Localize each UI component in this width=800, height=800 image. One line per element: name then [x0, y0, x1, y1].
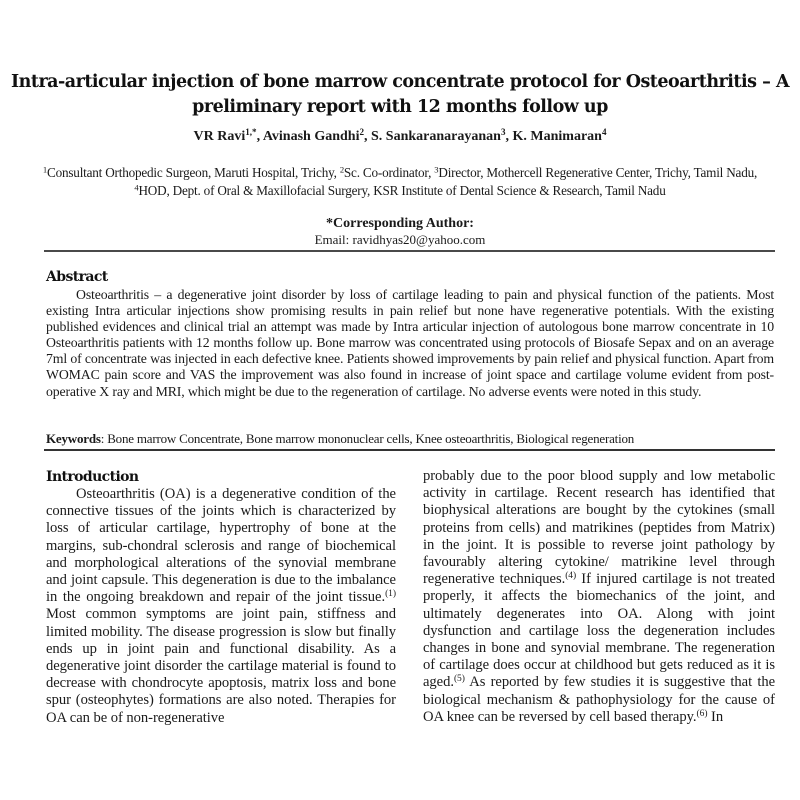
paragraph-text: Osteoarthritis (OA) is a degenerative condition of the connective tissues of the joints which is characterized by loss of articular cartilage, hypertrophy of bone at the margins, sub-chondral sclerosis and range of biochemical and morphological alterations of the synovial membrane and joint capsule. This degeneration is due to the imbalance in the ongoing breakdown and repair of the joint tissue.: [46, 486, 396, 606]
affiliation-text: Director, Mothercell Regenerative Center, Trichy, Tamil Nadu,: [438, 165, 758, 180]
introduction-right-column: [423, 468, 775, 726]
keywords: [46, 431, 634, 447]
author-name: VR Ravi: [193, 129, 246, 144]
author-affiliation-marker: 3: [500, 127, 506, 137]
keywords-divider: [44, 449, 775, 451]
author-name: S. Sankaranarayanan: [371, 129, 501, 144]
paragraph-text: As reported by few studies it is suggestive that the biological mechanism & pathophysiology for the cause of OA knee can be reversed by cell based therapy.: [423, 674, 775, 725]
citation-ref[interactable]: (1): [385, 589, 396, 599]
author-list: VR Ravi$^{1,*}$, Avinash Gandhi$^2$, S. Sankaranarayanan$^3$, K. Manimaran$^4$: [193, 127, 607, 144]
paragraph-text: Most common symptoms are joint pain, stiffness and limited mobility. The disease progression is slow but finally ends up in joint pain and functional disability. As a degenerative joint disorder the cartilage material is found to decrease with chondrocyte apoptosis, matrix loss and bone spur (osteophytes) formations are also noted. Therapies for OA can be of non-regenerative: [46, 606, 396, 726]
citation-ref[interactable]: (6): [696, 708, 708, 719]
affiliations: [40, 164, 760, 200]
affiliation-text: Sc. Co-ordinator,: [343, 165, 435, 180]
introduction-heading: Introduction: [46, 469, 139, 485]
keywords-label: Keywords: [46, 431, 101, 446]
abstract-text: Osteoarthritis – a degenerative joint disorder by loss of cartilage leading to pain and physical function of the patients. Most existing Intra articular injections show promising results in pain relief but none have regenerative potentials. With the existing published evidences and clinical trial an attempt was made by Intra articular injection of autologous bone marrow concentrate in 10 Osteoarthritis patients with 12 months follow up. Bone marrow was concentrated using protocols of Biosafe Sepax and on an average 7ml of concentrate was injected in each defective knee. Patients showed improvements by pain relief and physical function. Apart from WOMAC pain score and VAS the improvement was also found in increase of joint space and cartilage volume evident from post-operative X ray and MRI, which might be due to the regeneration of cartilage. No adverse events were noted in this study.: [46, 287, 774, 399]
citation-ref[interactable]: (4): [565, 571, 577, 581]
paper-title: Intra-articular injection of bone marrow concentrate protocol for Osteoarthritis – A preliminary report with 12 months follow up: [10, 72, 790, 117]
abstract-heading: Abstract: [46, 269, 108, 285]
paragraph-text: In: [707, 708, 724, 725]
author-name: Avinash Gandhi: [262, 129, 360, 144]
header-divider: [44, 250, 775, 252]
paragraph-text: If injured cartilage is not treated properly, it affects the biomechanics of the joint, and ultimately degenerates into OA. Along with joint dysfunction and cartilage loss the degeneration includes changes in bone and synovial membrane. The regeneration of cartilage does occur at childhood but gets reduced as it is aged.: [423, 571, 775, 691]
affiliation-text: HOD, Dept. of Oral & Maxillofacial Surgery, KSR Institute of Dental Science & Research, Tamil Nadu: [138, 183, 666, 198]
affiliation-text: Consultant Orthopedic Surgeon, Maruti Hospital, Trichy,: [46, 165, 340, 180]
keywords-text: : Bone marrow Concentrate, Bone marrow mononuclear cells, Knee osteoarthritis, Biological regeneration: [100, 431, 635, 446]
affiliation-marker: 3: [434, 164, 439, 175]
paragraph-text: probably due to the poor blood supply and low metabolic activity in cartilage. Recent research has identified that biophysical alterations are bought by the cytokines (small proteins from cells) and matrikines (peptides from Matrix) in the joint. It is possible to reverse joint pathology by favourably altering cytokine/ matrikine level through regenerative techniques.: [423, 468, 775, 588]
affiliation-marker: 1: [42, 164, 47, 175]
author-affiliation-marker: 1,*: [245, 127, 257, 137]
citation-ref[interactable]: (5): [453, 674, 465, 685]
author-affiliation-marker: 4: [601, 127, 607, 137]
author-name: K. Manimaran: [512, 129, 602, 144]
introduction-left-column: [46, 486, 396, 727]
corresponding-author-heading: *Corresponding Author:: [326, 216, 474, 231]
affiliation-marker: 2: [339, 164, 344, 175]
affiliation-marker: 4: [134, 182, 139, 193]
corresponding-author-email[interactable]: Email: ravidhyas20@yahoo.com: [314, 232, 486, 247]
author-affiliation-marker: 2: [359, 127, 365, 137]
